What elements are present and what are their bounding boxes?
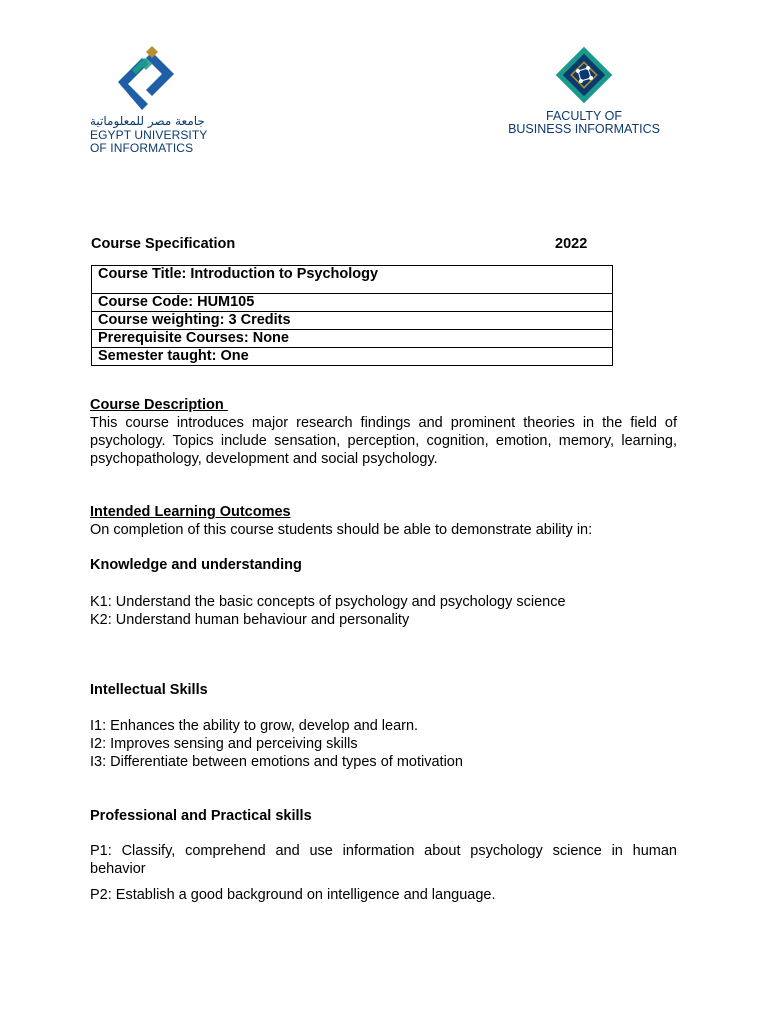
faculty-name-line2: BUSINESS INFORMATICS <box>508 122 660 136</box>
table-row <box>92 294 613 312</box>
ilo-intro: On completion of this course students should be able to demonstrate ability in: <box>90 522 593 538</box>
course-description-section <box>90 396 677 468</box>
list-item: P1: Classify, comprehend and use information about psychology science in human behavior <box>90 843 677 877</box>
list-item: I3: Differentiate between emotions and types of motivation <box>90 754 463 770</box>
university-name-arabic: جامعة مصر للمعلوماتية <box>90 114 205 128</box>
spec-title: Course Specification <box>91 236 236 252</box>
list-item: K1: Understand the basic concepts of psychology and psychology science <box>90 594 566 610</box>
prerequisite-cell: Prerequisite Courses: None <box>92 330 613 348</box>
faculty-name <box>505 110 663 136</box>
table-row <box>92 348 613 366</box>
course-weighting-cell: Course weighting: 3 Credits <box>92 312 613 330</box>
table-row <box>92 266 613 294</box>
ilo-section <box>90 503 677 539</box>
spec-header <box>91 236 591 252</box>
spec-year: 2022 <box>555 236 588 252</box>
professional-list <box>90 842 677 904</box>
semester-cell: Semester taught: One <box>92 348 613 366</box>
ilo-heading: Intended Learning Outcomes <box>90 504 291 520</box>
professional-heading: Professional and Practical skills <box>90 808 312 824</box>
table-row <box>92 330 613 348</box>
course-title-cell: Course Title: Introduction to Psychology <box>92 266 613 294</box>
course-code-cell: Course Code: HUM105 <box>92 294 613 312</box>
course-info-table <box>91 265 613 366</box>
intellectual-list <box>90 717 677 771</box>
table-row <box>92 312 613 330</box>
university-emblem-icon <box>112 42 176 112</box>
faculty-name-line1: FACULTY OF <box>546 109 622 123</box>
knowledge-list <box>90 593 677 629</box>
list-item: K2: Understand human behaviour and personality <box>90 612 410 628</box>
faculty-logo <box>505 44 665 140</box>
knowledge-heading: Knowledge and understanding <box>90 557 302 573</box>
list-item: P2: Establish a good background on intelligence and language. <box>90 887 496 903</box>
university-name-english <box>90 129 207 155</box>
description-text: This course introduces major research findings and prominent theories in the field of psychology. Topics include sensation, perception, cognition, emotion, memory, learning, psychopathology, development and social psychology. <box>90 415 677 467</box>
list-item: I1: Enhances the ability to grow, develop and learn. <box>90 718 419 734</box>
university-name-line2: OF INFORMATICS <box>90 141 194 155</box>
list-item: I2: Improves sensing and perceiving skills <box>90 736 358 752</box>
egypt-university-logo <box>90 42 208 155</box>
intellectual-heading: Intellectual Skills <box>90 682 208 698</box>
university-name-line1: EGYPT UNIVERSITY <box>90 128 208 142</box>
faculty-emblem-icon <box>553 44 615 106</box>
description-heading: Course Description <box>90 397 228 413</box>
